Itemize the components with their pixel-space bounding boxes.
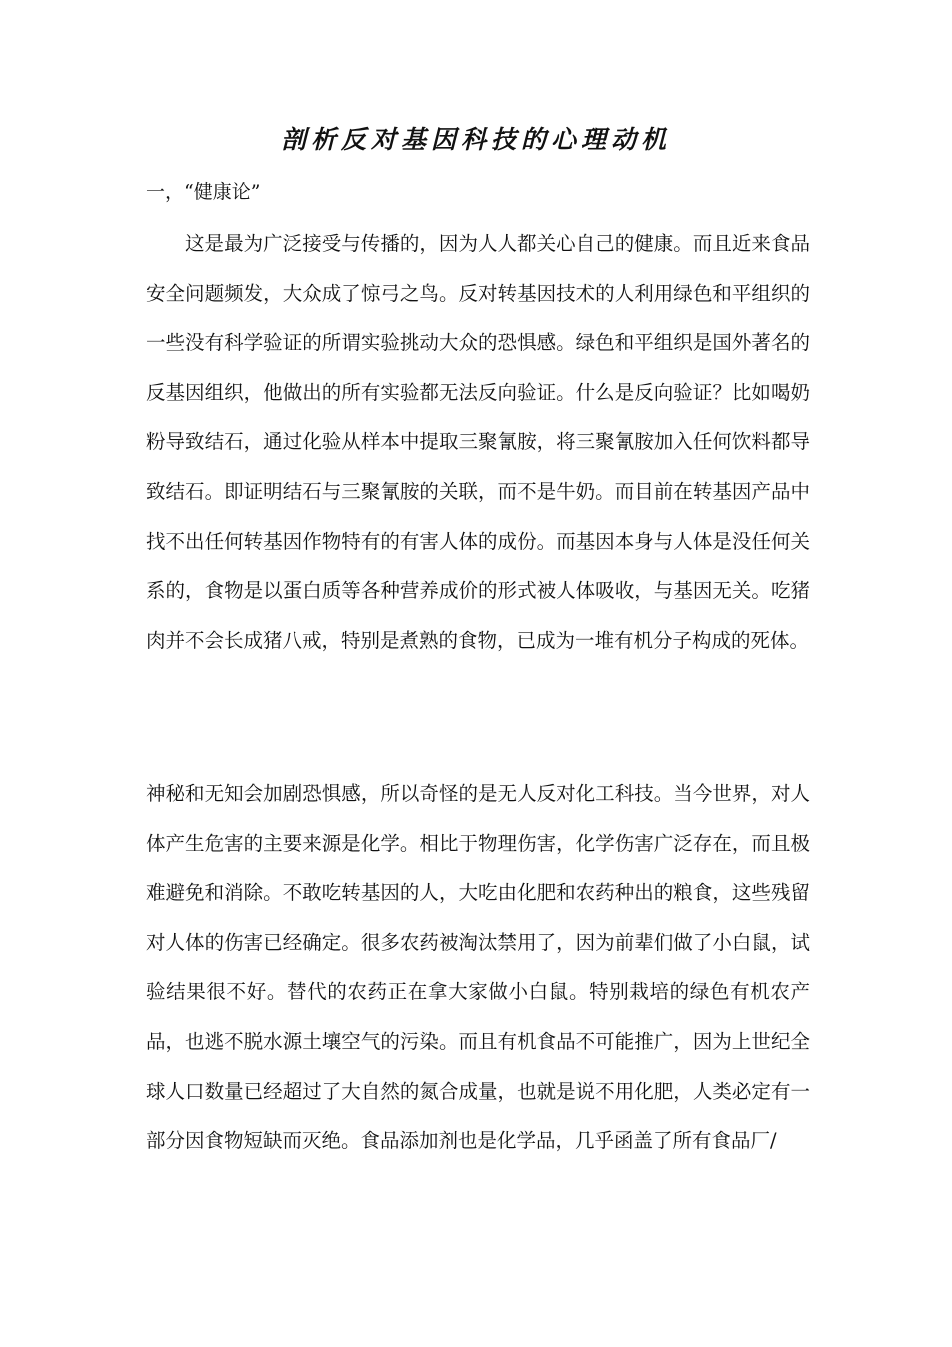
body-paragraph-2: 神秘和无知会加剧恐惧感，所以奇怪的是无人反对化工科技。当今世界，对人体产生危害的主要来源是化学。相比于物理伤害，化学伤害广泛存在，而且极难避免和消除。不敢吃转基因的人，大吃由化肥和农药种出的粮食，这些残留对人体的伤害已经确定。很多农药被淘汰禁用了，因为前辈们做了小白鼠，试验结果很不好。替代的农药正在拿大家做小白鼠。特别栽培的绿色有机农产品，也逃不脱水源土壤空气的污染。而且有机食品不可能推广，因为上世纪全球人口数量已经超过了大自然的氮合成量，也就是说不用化肥，人类必定有一部分因食物短缺而灭绝。食品添加剂也是化学品，几乎函盖了所有食品厂/	[146, 782, 810, 1153]
document-title: 剖析反对基因科技的心理动机	[280, 125, 671, 154]
section-heading: 一，“健康论”	[146, 181, 261, 203]
body-paragraph-1: 这是最为广泛接受与传播的，因为人人都关心自己的健康。而且近来食品安全问题频发，大众成了惊弓之鸟。反对转基因技术的人利用绿色和平组织的一些没有科学验证的所谓实验挑动大众的恐惧感。绿色和平组织是国外著名的反基因组织，他做出的所有实验都无法反向验证。什么是反向验证？比如喝奶粉导致结石，通过化验从样本中提取三聚氰胺，将三聚氰胺加入任何饮料都导致结石。即证明结石与三聚氰胺的关联，而不是牛奶。而目前在转基因产品中找不出任何转基因作物特有的有害人体的成份。而基因本身与人体是没任何关系的，食物是以蛋白质等各种营养成价的形式被人体吸收，与基因无关。吃猪肉并不会长成猪八戒，特别是煮熟的食物，已成为一堆有机分子构成的死体。	[146, 232, 810, 652]
